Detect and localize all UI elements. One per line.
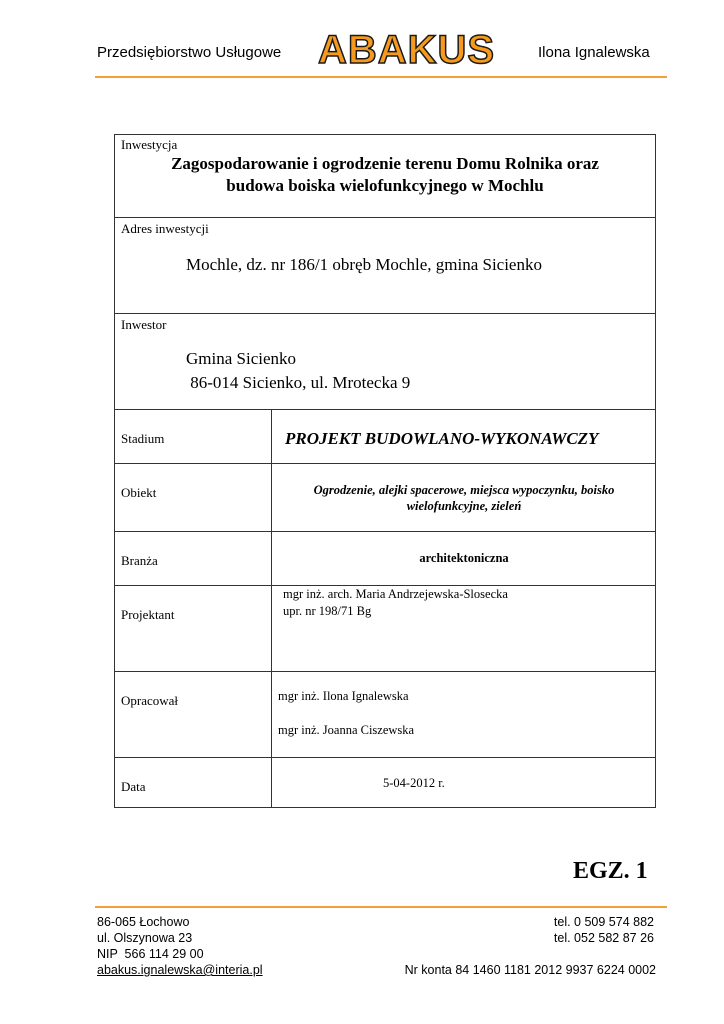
footer-address-line2: ul. Olszynowa 23 <box>97 931 193 945</box>
row-divider <box>115 409 655 410</box>
address-value: Mochle, dz. nr 186/1 obręb Mochle, gmina Sicienko <box>186 255 542 274</box>
investment-label: Inwestycja <box>121 137 178 152</box>
investment-title-line1: Zagospodarowanie i ogrodzenie terenu Domu Rolnika oraz <box>171 154 599 173</box>
abakus-logo: ABAKUS <box>318 28 496 72</box>
investor-address: 86-014 Sicienko, ul. Mrotecka 9 <box>186 373 411 392</box>
footer-rule <box>95 906 667 908</box>
row-divider <box>115 757 655 758</box>
footer-phone1: tel. 0 509 574 882 <box>553 915 654 929</box>
object-value-line2: wielofunkcyjne, zieleń <box>406 499 522 513</box>
address-label: Adres inwestycji <box>121 221 209 236</box>
header-rule <box>95 76 667 78</box>
row-divider <box>115 313 655 314</box>
prepared-person1: mgr inż. Ilona Ignalewska <box>278 689 409 703</box>
object-value-line1: Ogrodzenie, alejki spacerowe, miejsca wypoczynku, boisko <box>313 483 615 497</box>
row-divider <box>115 585 655 586</box>
company-name-left: Przedsiębiorstwo Usługowe <box>97 44 282 61</box>
prepared-person2: mgr inż. Joanna Ciszewska <box>278 723 415 737</box>
row-divider <box>115 463 655 464</box>
branch-label: Branża <box>121 553 158 568</box>
designer-label: Projektant <box>121 607 175 622</box>
object-label: Obiekt <box>121 485 157 500</box>
date-value: 5-04-2012 r. <box>383 776 445 790</box>
company-name-right: Ilona Ignalewska <box>538 44 650 61</box>
footer-bank-account: Nr konta 84 1460 1181 2012 9937 6224 0002 <box>404 963 656 977</box>
stage-value: PROJEKT BUDOWLANO-WYKONAWCZY <box>285 429 599 448</box>
footer-email-link[interactable]: abakus.ignalewska@interia.pl <box>97 963 263 977</box>
copy-number: EGZ. 1 <box>573 858 648 884</box>
designer-name: mgr inż. arch. Maria Andrzejewska-Slosecka <box>283 587 508 601</box>
investment-title-line2: budowa boiska wielofunkcyjnego w Mochlu <box>226 176 544 195</box>
footer-phone2: tel. 052 582 87 26 <box>553 931 654 945</box>
project-info-table <box>114 134 656 808</box>
investor-label: Inwestor <box>121 317 167 332</box>
date-label: Data <box>121 779 146 794</box>
row-divider <box>115 531 655 532</box>
stage-label: Stadium <box>121 431 165 446</box>
prepared-label: Opracował <box>121 693 179 708</box>
column-divider <box>271 409 272 807</box>
row-divider <box>115 217 655 218</box>
designer-license: upr. nr 198/71 Bg <box>283 604 372 618</box>
row-divider <box>115 671 655 672</box>
footer-nip: NIP 566 114 29 00 <box>97 947 204 961</box>
investor-name: Gmina Sicienko <box>186 349 297 368</box>
branch-value: architektoniczna <box>419 551 509 565</box>
footer-address-line1: 86-065 Łochowo <box>97 915 190 929</box>
